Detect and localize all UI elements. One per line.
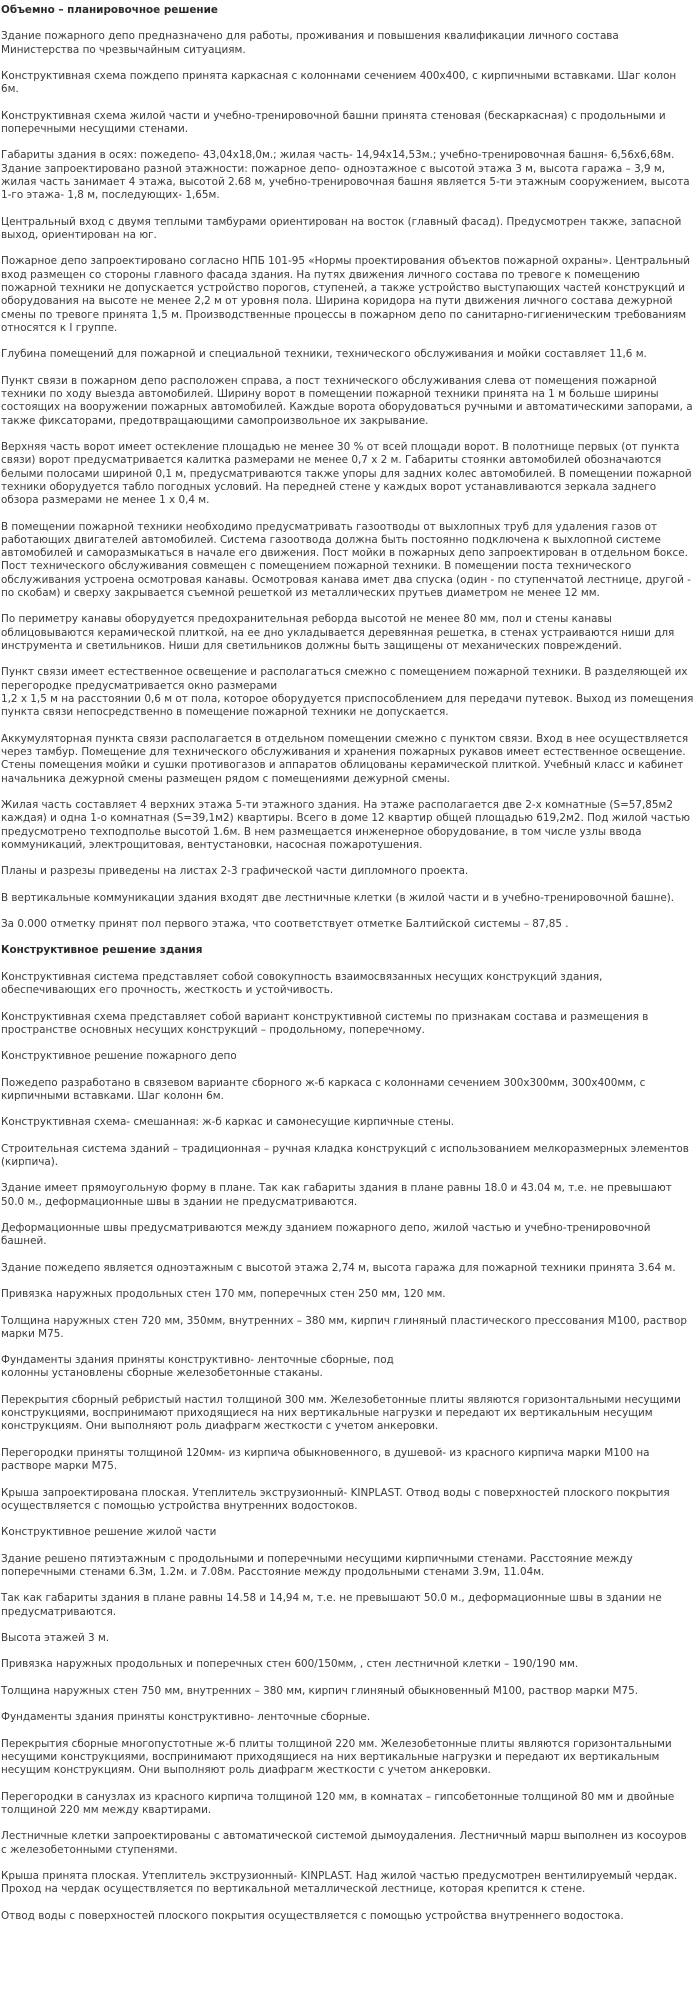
paragraph: Пункт связи в пожарном депо расположен справа, а пост технического обслуживания слева от помещения пожарной техники по ходу выезда автомобилей. Ширину ворот в помещении пожарной техники принята на 1 м больше ширины состоящих на вооружении пожарных автомобилей. Каждые ворота оборудоваться ручными и автоматическими запорами, а также фиксаторами, предотвращающими самопроизвольное их закрывание. [1,374,693,427]
paragraph: Планы и разрезы приведены на листах 2-3 графической части дипломного проекта. [1,865,469,878]
paragraph: Привязка наружных продольных и поперечных стен 600/150мм, , стен лестничной клетки – 190/190 мм. [1,1658,579,1671]
paragraph: Фундаменты здания приняты конструктивно- ленточные сборные. [1,1711,371,1724]
paragraph: Перекрытия сборные многопустотные ж-б плиты толщиной 220 мм. Железобетонные плиты являются горизонтальными несущими конструкциями, воспринимают приходящиеся на них вертикальные нагрузки и передают их вертикальным несущим конструкциям. Они выполняют роль диафрагм жесткости с учетом анкеровки. [1,1737,672,1777]
paragraph: Высота этажей 3 м. [1,1632,110,1644]
paragraph: Конструктивная система представляет собой совокупность взаимосвязанных несущих конструкций здания, обеспечивающих его прочность, жесткость и устойчивость. [1,970,603,997]
heading-space-planning: Объемно – планировочное решение [1,4,218,16]
paragraph: Жилая часть составляет 4 верхних этажа 5-ти этажного здания. На этаже располагается две 2-х комнатные (S=57,85м2 каждая) и одна 1-о комнатная (S=39,1м2) квартиры. Всего в доме 12 квартир общей площадью 619,2м2. Под жилой частью предусмотрено техподполье высотой 1.6м. В нем размещается инженерное оборудование, в том числе узлы ввода коммуникаций, электрощитовая, вентустановки, насосная пожаротушения. [1,798,691,851]
paragraph: В помещении пожарной техники необходимо предусматривать газоотводы от выхлопных труб для удаления газов от работающих двигателей автомобилей. Система газоотвода должна быть постоянно подключена к выхлопной системе автомобилей и саморазмыкаться в начале его движения. Пост мойки в пожарных депо запроектирован в отдельном боксе. Пост технического обслуживания совмещен с помещением пожарной техники. В помещении поста технического обслуживания устроена осмотровая канавы. Осмотровая канава имет два спуска (один - по ступенчатой лестнице, другой - по скобам) и сверху закрывается съемной решеткой из металлических прутьев диаметром не менее 12 мм. [1,520,691,600]
paragraph: Пункт связи имеет естественное освещение и располагаться смежно с помещением пожарной техники. В разделяющей их перегородке предусматривается окно размерами 1,2 х 1,5 м на расстоянии 0,6 м от пола, которое оборудуется приспособлением для передачи путевок. Выход из помещения пункта связи непосредственно в помещение пожарной техники не допускается. [1,666,694,719]
paragraph: По периметру канавы оборудуется предохранительная реборда высотой не менее 80 мм, пол и стены канавы облицовываются керамической плиткой, на ее дно укладывается деревянная решетка, в стенах устраиваются ниши для инструмента и светильников. Ниши для светильников должны быть защищены от механических повреждений. [1,613,675,653]
paragraph: Конструктивное решение пожарного депо [1,1050,237,1063]
paragraph: За 0.000 отметку принят пол первого этажа, что соответствует отметке Балтийской системы – 87,85 . [1,918,569,931]
paragraph: Крыша запроектирована плоская. Утеплитель экструзионный- KINPLAST. Отвод воды с поверхностей плоского покрытия осуществляется с помощью устройства внутренних водостоков. [1,1486,670,1512]
section-structural-solution [1,971,695,1923]
paragraph: Перекрытия сборный ребристый настил толщиной 300 мм. Железобетонные плиты являются горизонтальными несущими конструкциями, воспринимают приходящиеся на них вертикальные нагрузки и передают их вертикальным несущим конструкциям. Они выполняют роль диафрагм жесткости с учетом анкеровки. [1,1393,681,1433]
paragraph: Конструктивная схема жилой части и учебно-тренировочной башни принята стеновая (бескаркасная) с продольными и поперечными несущими стенами. [1,109,666,136]
paragraph: Пожарное депо запроектировано согласно НПБ 101-95 «Нормы проектирования объектов пожарной охраны». Центральный вход размещен со стороны главного фасада здания. На путях движения личного состава по тревоге к помещению пожарной техники не допускается устройство порогов, ступеней, а также устройство выступающих частей конструкций и оборудования на высоте не менее 2,2 м от уровня пола. Ширина коридора на пути движения личного состава дежурной смены по тревоге принята 1,5 м. Производственные процессы в пожарном депо по санитарно-гигиеническим требованиям относятся к I группе. [1,255,690,334]
paragraph: Здание пожарного депо предназначено для работы, проживания и повышения квалификации личного состава Министерства по чрезвычайным ситуациям. [1,30,619,56]
section-space-planning [1,30,695,931]
paragraph: Лестничные клетки запроектированы с автоматической системой дымоудаления. Лестничный марш выполнен из косоуров с железобетонными ступенями. [1,1830,687,1856]
paragraph: Конструктивная схема пождепо принята каркасная с колоннами сечением 400х400, с кирпичными вставками. Шаг колон 6м. [1,70,677,96]
paragraph: Центральный вход с двумя теплыми тамбурами ориентирован на восток (главный фасад). Предусмотрен также, запасной выход, ориентирован на юг. [1,215,682,242]
paragraph: Конструктивная схема представляет собой вариант конструктивной системы по признакам состава и размещения в пространстве основных несущих конструкций – продольному, поперечному. [1,1010,649,1036]
paragraph: Аккумуляторная пункта связи располагается в отдельном помещении смежно с пунктом связи. Вход в нее осуществляется через тамбур. Помещение для технического обслуживания и хранения пожарных рукавов имеет естественное освещение. Стены помещения мойки и сушки противогазов и аппаратов облицованы керамической плиткой. Учебный класс и кабинет начальника дежурной смены размещен рядом с помещениями дежурной смены. [1,732,689,785]
paragraph: Здание имеет прямоугольную форму в плане. Так как габариты здания в плане равны 18.0 и 43.04 м, т.е. не превышают 50.0 м., деформационные швы в здании не предусматриваются. [1,1182,672,1208]
paragraph: Здание пожедепо является одноэтажным с высотой этажа 2,74 м, высота гаража для пожарной техники принята 3.64 м. [1,1261,676,1274]
paragraph: Строительная система зданий – традиционная – ручная кладка конструкций с использованием мелкоразмерных элементов (кирпича). [1,1142,689,1168]
heading-structural-solution: Конструктивное решение здания [1,944,203,957]
paragraph: Здание решено пятиэтажным с продольными и поперечными несущими кирпичными стенами. Расстояние между поперечными стенами 6.3м, 1.2м. и 7.08м. Расстояние между продольными стенами 3.9м, 11.04м. [1,1552,633,1578]
paragraph: Привязка наружных продольных стен 170 мм, поперечных стен 250 мм, 120 мм. [1,1288,446,1301]
paragraph: Крыша принята плоская. Утеплитель экструзионный- KINPLAST. Над жилой частью предусмотрен вентилируемый чердак. Проход на чердак осуществляется по вертикальной металлической лестнице, которая крепится к стене. [1,1869,678,1896]
paragraph: Толщина наружных стен 720 мм, 350мм, внутренних – 380 мм, кирпич глиняный пластического прессования М100, раствор марки М75. [1,1314,687,1340]
paragraph: Глубина помещений для пожарной и специальной техники, технического обслуживания и мойки составляет 11,6 м. [1,348,647,361]
paragraph: В вертикальные коммуникации здания входят две лестничные клетки (в жилой части и в учебно-тренировочной башне). [1,891,675,904]
paragraph: Конструктивное решение жилой части [1,1526,217,1539]
paragraph: Отвод воды с поверхностей плоского покрытия осуществляется с помощью устройства внутреннего водостока. [1,1909,624,1922]
paragraph: Перегородки приняты толщиной 120мм- из кирпича обыкновенного, в душевой- из красного кирпича марки М100 на растворе марки М75. [1,1446,650,1473]
paragraph: Габариты здания в осях: пожедепо- 43,04х18,0м.; жилая часть- 14,94х14,53м.; учебно-тренировочная башня- 6,56х6,68м. Здание запроектировано разной этажности: пожарное депо- одноэтажное с высотой этажа 3 м, высота гаража – 3,9 м, жилая часть занимает 4 этажа, высотой 2.68 м, учебно-тренировочная башня является 5-ти этажным сооружением, высота 1-го этажа- 1,8 м, последующих- 1,65м. [1,149,690,202]
paragraph: Перегородки в санузлах из красного кирпича толщиной 120 мм, в комнатах – гипсобетонные толщиной 80 мм и двойные толщиной 220 мм между квартирами. [1,1790,675,1816]
paragraph: Пожедепо разработано в связевом варианте сборного ж-б каркаса с колоннами сечением 300х300мм, 300х400мм, с кирпичными вставками. Шаг колонн 6м. [1,1076,646,1102]
paragraph: Фундаменты здания приняты конструктивно- ленточные сборные, под колонны установлены сборные железобетонные стаканы. [1,1354,394,1380]
paragraph: Так как габариты здания в плане равны 14.58 и 14,94 м, т.е. не превышают 50.0 м., деформационные швы в здании не предусматриваются. [1,1592,662,1618]
paragraph: Толщина наружных стен 750 мм, внутренних – 380 мм, кирпич глиняный обыкновенный М100, раствор марки М75. [1,1684,639,1697]
paragraph: Деформационные швы предусматриваются между зданием пожарного депо, жилой частью и учебно-тренировочной башней. [1,1222,651,1248]
paragraph: Конструктивная схема- смешанная: ж-б каркас и самонесущие кирпичные стены. [1,1116,455,1129]
paragraph: Верхняя часть ворот имеет остекление площадью не менее 30 % от всей площади ворот. В полотнище первых (от пункта связи) ворот предусматривается калитка размерами не менее 0,7 х 2 м. Габариты стоянки автомобилей обозначаются белыми полосами шириной 0,1 м, предусматриваются также упоры для задних колес автомобилей. В помещении пожарной техники оборудуется табло погодных условий. На передней стене у каждых ворот устанавливаются зеркала заднего обзора размерами не менее 1 х 0,4 м. [1,440,692,507]
